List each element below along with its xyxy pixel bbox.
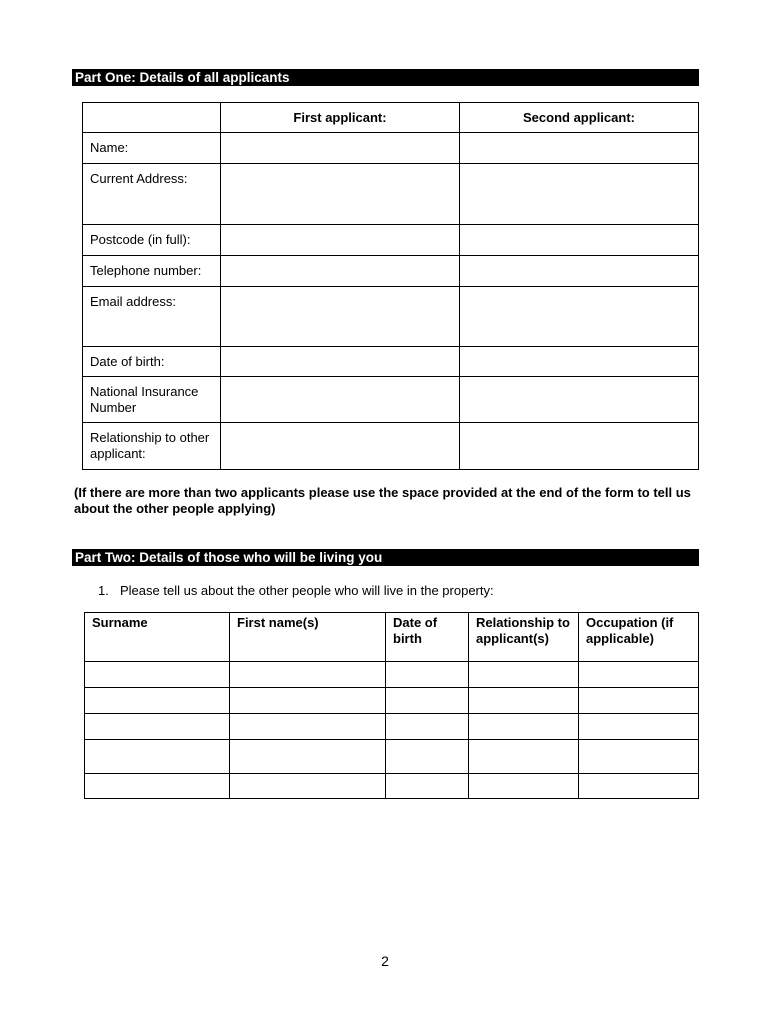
dob-label: Date of birth: (83, 347, 221, 377)
second-applicant-name-field[interactable] (460, 133, 699, 164)
surname-cell[interactable] (85, 688, 230, 714)
dob-row (83, 347, 699, 377)
first-applicant-dob-field[interactable] (221, 347, 460, 377)
date-of-birth-cell[interactable] (386, 688, 469, 714)
first-applicant-email-field[interactable] (221, 287, 460, 347)
applicants-table (82, 102, 699, 470)
postcode-row (83, 225, 699, 256)
first-names-cell[interactable] (230, 740, 386, 774)
occupant-row (85, 714, 699, 740)
date-of-birth-cell[interactable] (386, 714, 469, 740)
question-text: Please tell us about the other people who will live in the property: (120, 583, 494, 598)
occupation-cell[interactable] (579, 688, 699, 714)
second-applicant-address-field[interactable] (460, 164, 699, 225)
second-applicant-header: Second applicant: (460, 103, 699, 133)
date-of-birth-cell[interactable] (386, 662, 469, 688)
email-row (83, 287, 699, 347)
first-names-cell[interactable] (230, 662, 386, 688)
relationship-cell[interactable] (469, 662, 579, 688)
relationship-label: Relationship to other applicant: (83, 423, 221, 470)
first-applicant-relationship-field[interactable] (221, 423, 460, 470)
occupation-cell[interactable] (579, 740, 699, 774)
ni-number-label: National Insurance Number (83, 377, 221, 423)
second-applicant-dob-field[interactable] (460, 347, 699, 377)
date-of-birth-cell[interactable] (386, 740, 469, 774)
first-applicant-postcode-field[interactable] (221, 225, 460, 256)
first-names-cell[interactable] (230, 688, 386, 714)
surname-cell[interactable] (85, 740, 230, 774)
occupant-row (85, 740, 699, 774)
first-names-cell[interactable] (230, 774, 386, 799)
ni-number-row (83, 377, 699, 423)
relationship-header: Relationship to applicant(s) (469, 613, 579, 662)
surname-cell[interactable] (85, 774, 230, 799)
date-of-birth-header: Date of birth (386, 613, 469, 662)
additional-applicants-note: (If there are more than two applicants please use the space provided at the end of the form to tell us about the other people applying) (74, 485, 691, 516)
first-applicant-address-field[interactable] (221, 164, 460, 225)
occupant-row (85, 662, 699, 688)
address-row (83, 164, 699, 225)
relationship-cell[interactable] (469, 774, 579, 799)
first-names-cell[interactable] (230, 714, 386, 740)
occupation-cell[interactable] (579, 774, 699, 799)
address-label: Current Address: (83, 164, 221, 225)
occupants-header-row (85, 613, 699, 662)
applicants-header-blank (83, 103, 221, 133)
second-applicant-ni-field[interactable] (460, 377, 699, 423)
second-applicant-email-field[interactable] (460, 287, 699, 347)
surname-cell[interactable] (85, 662, 230, 688)
page-number: 2 (381, 953, 389, 969)
postcode-label: Postcode (in full): (83, 225, 221, 256)
telephone-label: Telephone number: (83, 256, 221, 287)
relationship-cell[interactable] (469, 688, 579, 714)
date-of-birth-cell[interactable] (386, 774, 469, 799)
question-number: 1. (98, 583, 109, 598)
first-applicant-name-field[interactable] (221, 133, 460, 164)
name-label: Name: (83, 133, 221, 164)
telephone-row (83, 256, 699, 287)
occupation-cell[interactable] (579, 662, 699, 688)
surname-header: Surname (85, 613, 230, 662)
first-applicant-ni-field[interactable] (221, 377, 460, 423)
second-applicant-telephone-field[interactable] (460, 256, 699, 287)
first-names-header: First name(s) (230, 613, 386, 662)
part-two-heading: Part Two: Details of those who will be living you (72, 549, 699, 566)
occupation-cell[interactable] (579, 714, 699, 740)
applicants-header-row (83, 103, 699, 133)
occupants-table (84, 612, 699, 799)
occupation-header: Occupation (if applicable) (579, 613, 699, 662)
occupant-row (85, 774, 699, 799)
part-one-heading: Part One: Details of all applicants (72, 69, 699, 86)
email-label: Email address: (83, 287, 221, 347)
relationship-row (83, 423, 699, 470)
name-row (83, 133, 699, 164)
surname-cell[interactable] (85, 714, 230, 740)
occupant-row (85, 688, 699, 714)
relationship-cell[interactable] (469, 740, 579, 774)
first-applicant-telephone-field[interactable] (221, 256, 460, 287)
second-applicant-relationship-field[interactable] (460, 423, 699, 470)
first-applicant-header: First applicant: (221, 103, 460, 133)
question-1 (98, 583, 494, 598)
second-applicant-postcode-field[interactable] (460, 225, 699, 256)
relationship-cell[interactable] (469, 714, 579, 740)
